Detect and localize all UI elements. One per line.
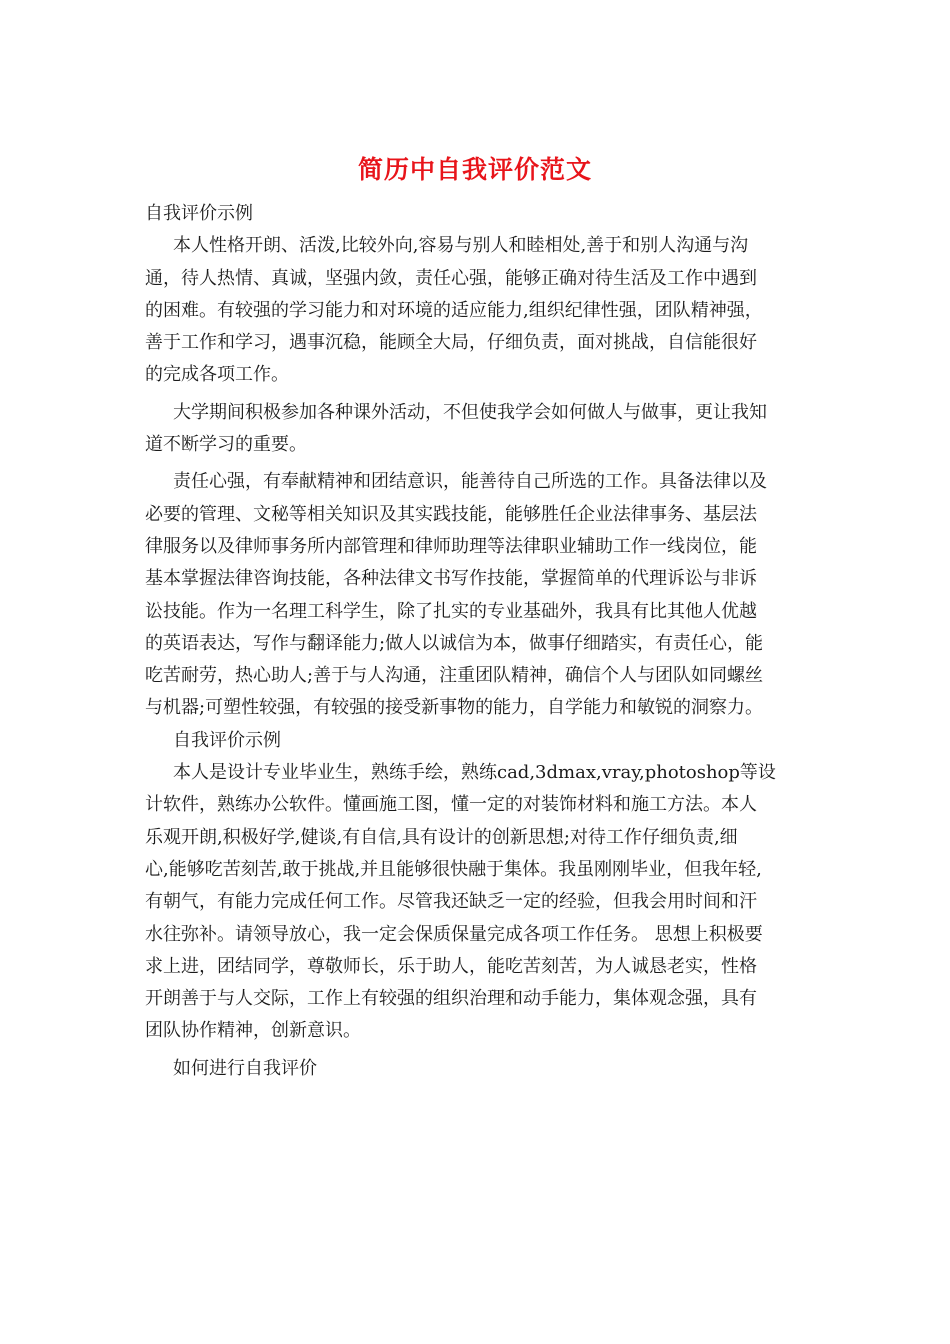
text-line: 本人是设计专业毕业生，熟练手绘，熟练cad,3dmax,vray,photoshop等设 xyxy=(173,762,776,784)
text-line: 责任心强，有奉献精神和团结意识，能善待自己所选的工作。具备法律以及 xyxy=(173,471,767,493)
text-line: 讼技能。作为一名理工科学生，除了扎实的专业基础外，我具有比其他人优越 xyxy=(145,600,757,622)
text-line: 乐观开朗,积极好学,健谈,有自信,具有设计的创新思想;对待工作仔细负责,细 xyxy=(145,826,738,848)
text-line: 的困难。有较强的学习能力和对环境的适应能力,组织纪律性强，团队精神强， xyxy=(145,299,763,321)
text-line: 基本掌握法律咨询技能，各种法律文书写作技能，掌握简单的代理诉讼与非诉 xyxy=(145,568,757,590)
text-line: 善于工作和学习，遇事沉稳，能顾全大局，仔细负责，面对挑战，自信能很好 xyxy=(145,332,757,354)
text-line: 水往弥补。请领导放心，我一定会保质保量完成各项工作任务。 思想上积极要 xyxy=(145,923,763,945)
document-title: 简历中自我评价范文 xyxy=(357,155,592,184)
text-line: 律服务以及律师事务所内部管理和律师助理等法律职业辅助工作一线岗位，能 xyxy=(145,535,757,557)
text-line: 求上进，团结同学，尊敬师长，乐于助人，能吃苦刻苦，为人诚恳老实，性格 xyxy=(145,955,757,977)
text-line: 本人性格开朗、活泼,比较外向,容易与别人和睦相处,善于和别人沟通与沟 xyxy=(173,235,749,257)
text-line: 吃苦耐劳，热心助人;善于与人沟通，注重团队精神，确信个人与团队如同螺丝 xyxy=(145,665,764,687)
text-line: 如何进行自我评价 xyxy=(173,1057,317,1079)
text-line: 通，待人热情、真诚，坚强内敛，责任心强，能够正确对待生活及工作中遇到 xyxy=(145,267,757,289)
text-line: 心,能够吃苦刻苦,敢于挑战,并且能够很快融于集体。我虽刚刚毕业，但我年轻, xyxy=(145,858,762,880)
text-line: 自我评价示例 xyxy=(145,203,253,224)
text-line: 计软件，熟练办公软件。懂画施工图，懂一定的对装饰材料和施工方法。本人 xyxy=(145,794,757,816)
text-line: 有朝气，有能力完成任何工作。尽管我还缺乏一定的经验，但我会用时间和汗 xyxy=(145,891,757,913)
text-line: 大学期间积极参加各种课外活动，不但使我学会如何做人与做事，更让我知 xyxy=(173,401,767,423)
text-line: 自我评价示例 xyxy=(173,729,281,751)
text-line: 团队协作精神，创新意识。 xyxy=(145,1020,361,1042)
text-line: 必要的管理、文秘等相关知识及其实践技能，能够胜任企业法律事务、基层法 xyxy=(145,503,757,525)
text-line: 开朗善于与人交际，工作上有较强的组织治理和动手能力，集体观念强，具有 xyxy=(145,988,757,1010)
text-line: 道不断学习的重要。 xyxy=(145,434,307,456)
text-line: 与机器;可塑性较强，有较强的接受新事物的能力，自学能力和敏锐的洞察力。 xyxy=(145,697,764,719)
text-line: 的完成各项工作。 xyxy=(145,364,289,386)
text-line: 的英语表达，写作与翻译能力;做人以诚信为本，做事仔细踏实，有责任心，能 xyxy=(145,632,764,654)
document-body xyxy=(145,198,815,1085)
